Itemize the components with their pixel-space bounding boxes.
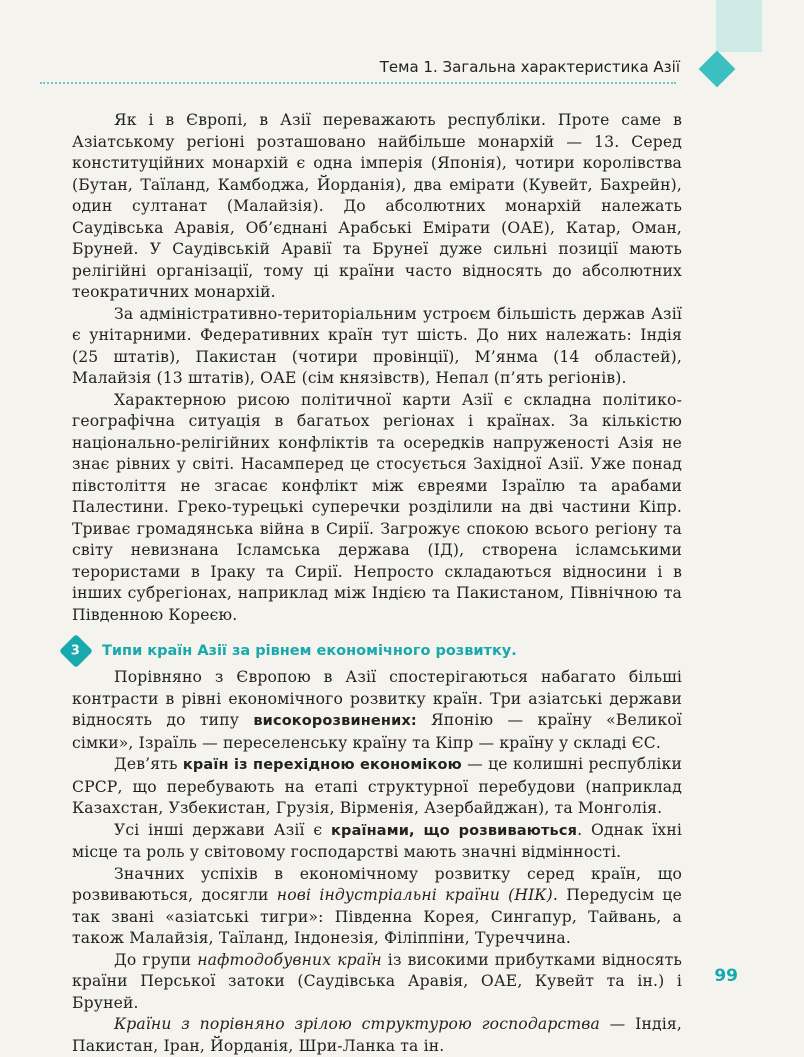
text: До групи — [114, 950, 198, 969]
term-mature: Країни з порівняно зрілою структурою господарства — [114, 1015, 600, 1033]
corner-tab — [716, 0, 762, 52]
text: Значних успіхів в економічному розвитку серед країн, що розвиваються, досягли — [72, 864, 682, 904]
term-developed: високорозвинених: — [253, 713, 417, 729]
text: . Однак їхні місце та роль у світовому господарстві мають значні відмінності. — [72, 820, 683, 861]
section-title: Типи країн Азії за рівнем економічного розвитку. — [102, 643, 517, 659]
term-oil: нафтодобувних країн — [197, 950, 382, 969]
paragraph-mature — [72, 1014, 682, 1057]
text: — це колишні республіки СРСР, що перебувають на етапі структурної перебудови (наприклад Казахстан, Узбекистан, Грузія, Вірменія, Азербайджан), та Монголія. — [72, 755, 682, 817]
paragraph-developed — [72, 667, 682, 754]
text: Усі інші держави Азії є — [114, 820, 332, 839]
paragraph-conflicts: Характерною рисою політичної карти Азії є складна політико-географічна ситуація в багатьох регіонах і країнах. За кількістю національно-релігійних конфліктів та осередків напруженості Азія не знає рівних у світі. Насамперед це стосується Західної Азії. Уже понад півстоліття не згасає конфлікт між євреями Ізраїлю та арабами Палестини. Греко-турецькі суперечки розділили на дві частини Кіпр. Триває громадянська війна в Сирії. Загрожує спокою всього регіону та світу невизнана Ісламська держава (ІД), створена ісламськими терористами в Іраку та Сирії. Непросто складаються відносини і в інших субрегіонах, наприклад між Індією та Пакистаном, Північною та Південною Кореєю. — [72, 390, 682, 624]
running-header: Тема 1. Загальна характеристика Азії — [379, 58, 680, 76]
paragraph-monarchies: Як і в Європі, в Азії переважають республіки. Проте саме в Азіатському регіоні розташовано найбільше монархій — 13. Серед конституційних монархій є одна імперія (Японія), чотири королівства (Бутан, Таїланд, Камбоджа, Йорданія), два емірати (Кувейт, Бахрейн), один султанат (Малайзія). До абсолютних монархій належать Саудівська Аравія, Об’єднані Арабські Емірати (ОАЕ), Катар, Оман, Бруней. У Саудівській Аравії та Брунеї дуже сильні позиції мають релігійні організації, тому ці країни часто відносять до абсолютних теократичних монархій. — [72, 111, 682, 301]
text: Дев’ять — [114, 755, 183, 773]
section-number-badge — [59, 634, 93, 668]
text: із високими прибутками відносять країни Перської затоки (Саудівська Аравія, ОАЕ, Кувейт та ін.) і Бруней. — [72, 950, 682, 1012]
paragraph-transition — [72, 754, 682, 820]
section-heading — [64, 639, 682, 663]
page-number: 99 — [714, 966, 738, 986]
paragraph-federations: За адміністративно-територіальним устроєм більшість держав Азії є унітарними. Федеративних країн тут шість. До них належать: Індія (25 штатів), Пакистан (чотири провінції), М’янма (14 областей), Малайзія (13 штатів), ОАЕ (сім князівств), Непал (п’ять регіонів). — [72, 304, 682, 387]
text: . Передусім це так звані «азіатські тигри»: Південна Корея, Сингапур, Тайвань, а також Малайзія, Таїланд, Індонезія, Філіппіни, Туреччина. — [72, 886, 682, 947]
term-nic: нові індустріальні країни (НІК) — [276, 886, 553, 904]
paragraph-developing — [72, 820, 682, 864]
text: — Індія, Пакистан, Іран, Йорданія, Шри-Ланка та ін. — [72, 1015, 682, 1055]
page-body — [72, 110, 682, 1057]
term-transition: країн із перехідною економікою — [182, 757, 462, 773]
term-developing: країнами, що розвиваються — [331, 822, 578, 839]
chapter-marker-diamond — [699, 51, 736, 88]
header-divider — [40, 82, 676, 84]
paragraph-oil — [72, 950, 682, 1015]
text: Японію — країну «Великої сімки», Ізраїль — переселенську країну та Кіпр — країну у складі ЄС. — [72, 711, 682, 752]
section-number: 3 — [71, 643, 81, 659]
text: Порівняно з Європою в Азії спостерігаються набагато більші контрасти в рівні економічного розвитку країн. Три азіатські держави відносять до типу — [72, 668, 682, 729]
paragraph-nic — [72, 864, 682, 950]
